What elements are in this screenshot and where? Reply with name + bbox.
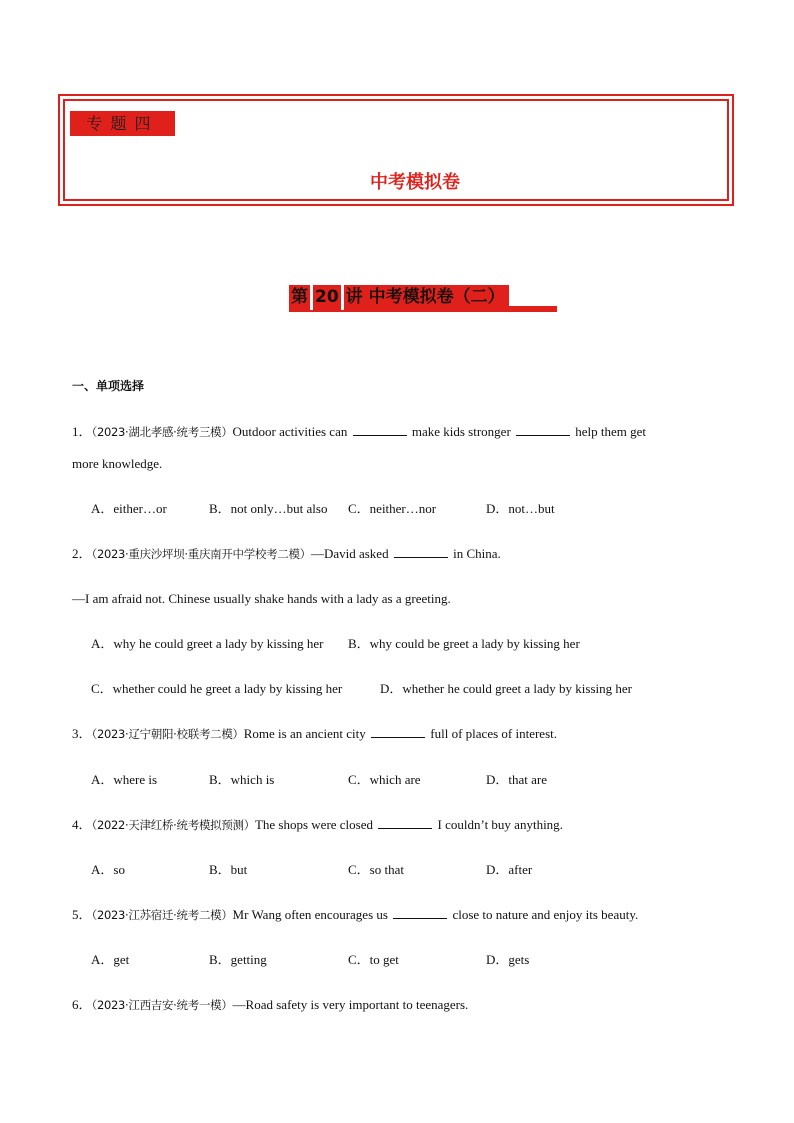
option-b: B．which is — [209, 772, 275, 787]
lecture-suffix: 讲 中考模拟卷（二） — [344, 285, 509, 310]
answer-blank — [371, 725, 425, 738]
question-number: 6． — [72, 997, 92, 1012]
question-source: （2023·辽宁朝阳·校联考二模） — [91, 727, 244, 741]
option-c: C．neither…nor — [348, 501, 437, 516]
question-text: help them get — [575, 424, 647, 439]
answer-blank — [393, 906, 447, 919]
question-text: close to nature and enjoy its beauty. — [452, 907, 639, 922]
option-a: A．get — [91, 952, 130, 967]
option-d: D．whether he could greet a lady by kissing her — [380, 681, 632, 696]
lecture-title — [289, 285, 509, 310]
question-4-stem — [72, 816, 563, 834]
question-source: （2023·重庆沙坪坝·重庆南开中学校考二模） — [91, 547, 311, 561]
option-a: A．either…or — [91, 501, 167, 516]
answer-blank — [353, 423, 407, 436]
option-a: A．where is — [91, 772, 158, 787]
question-number: 1． — [72, 424, 92, 439]
option-b: B．why could be greet a lady by kissing her — [348, 636, 580, 651]
question-text: make kids stronger — [411, 424, 511, 439]
question-1-stem — [72, 423, 646, 441]
topic-tag: 专题四 — [70, 111, 175, 136]
lecture-prefix: 第 — [289, 285, 310, 310]
option-c: C．so that — [348, 862, 404, 877]
question-text: Outdoor activities can — [232, 424, 348, 439]
question-text: in China. — [453, 546, 501, 561]
option-d: D．after — [486, 862, 533, 877]
option-b: B．but — [209, 862, 248, 877]
question-text: Rome is an ancient city — [243, 726, 366, 741]
question-source: （2023·江苏宿迁·统考二模） — [91, 908, 233, 922]
question-source: （2023·湖北孝感·统考三模） — [91, 425, 233, 439]
option-d: D．that are — [486, 772, 548, 787]
question-text: —David asked — [310, 546, 389, 561]
option-b: B．not only…but also — [209, 501, 328, 516]
lecture-number: 20 — [313, 285, 341, 310]
question-2-stem — [72, 545, 501, 563]
question-source: （2023·江西吉安·统考一模） — [91, 998, 233, 1012]
option-a: A．so — [91, 862, 125, 877]
question-text: I couldn’t buy anything. — [437, 817, 563, 832]
question-number: 5． — [72, 907, 92, 922]
option-c: C．which are — [348, 772, 421, 787]
option-b: B．getting — [209, 952, 267, 967]
volume-title: 中考模拟卷 — [370, 172, 460, 193]
option-d: D．not…but — [486, 501, 555, 516]
answer-blank — [378, 816, 432, 829]
option-c: C．whether could he greet a lady by kissing her — [91, 681, 343, 696]
option-c: C．to get — [348, 952, 399, 967]
question-source: （2022·天津红桥·统考模拟预测） — [91, 818, 255, 832]
question-number: 2． — [72, 546, 92, 561]
answer-blank — [394, 545, 448, 558]
question-6-stem — [72, 996, 468, 1014]
answer-blank — [516, 423, 570, 436]
question-text: —Road safety is very important to teenagers. — [232, 997, 469, 1012]
question-text: Mr Wang often encourages us — [232, 907, 388, 922]
question-5-stem — [72, 906, 638, 924]
question-1-continuation: more knowledge. — [72, 456, 163, 471]
option-d: D．gets — [486, 952, 530, 967]
section-title: 一、单项选择 — [72, 379, 145, 393]
question-text: The shops were closed — [254, 817, 374, 832]
question-number: 3． — [72, 726, 92, 741]
option-a: A．why he could greet a lady by kissing her — [91, 636, 324, 651]
question-3-stem — [72, 725, 557, 743]
question-number: 4． — [72, 817, 92, 832]
question-2-reply: —I am afraid not. Chinese usually shake hands with a lady as a greeting. — [72, 591, 451, 606]
question-text: full of places of interest. — [430, 726, 557, 741]
